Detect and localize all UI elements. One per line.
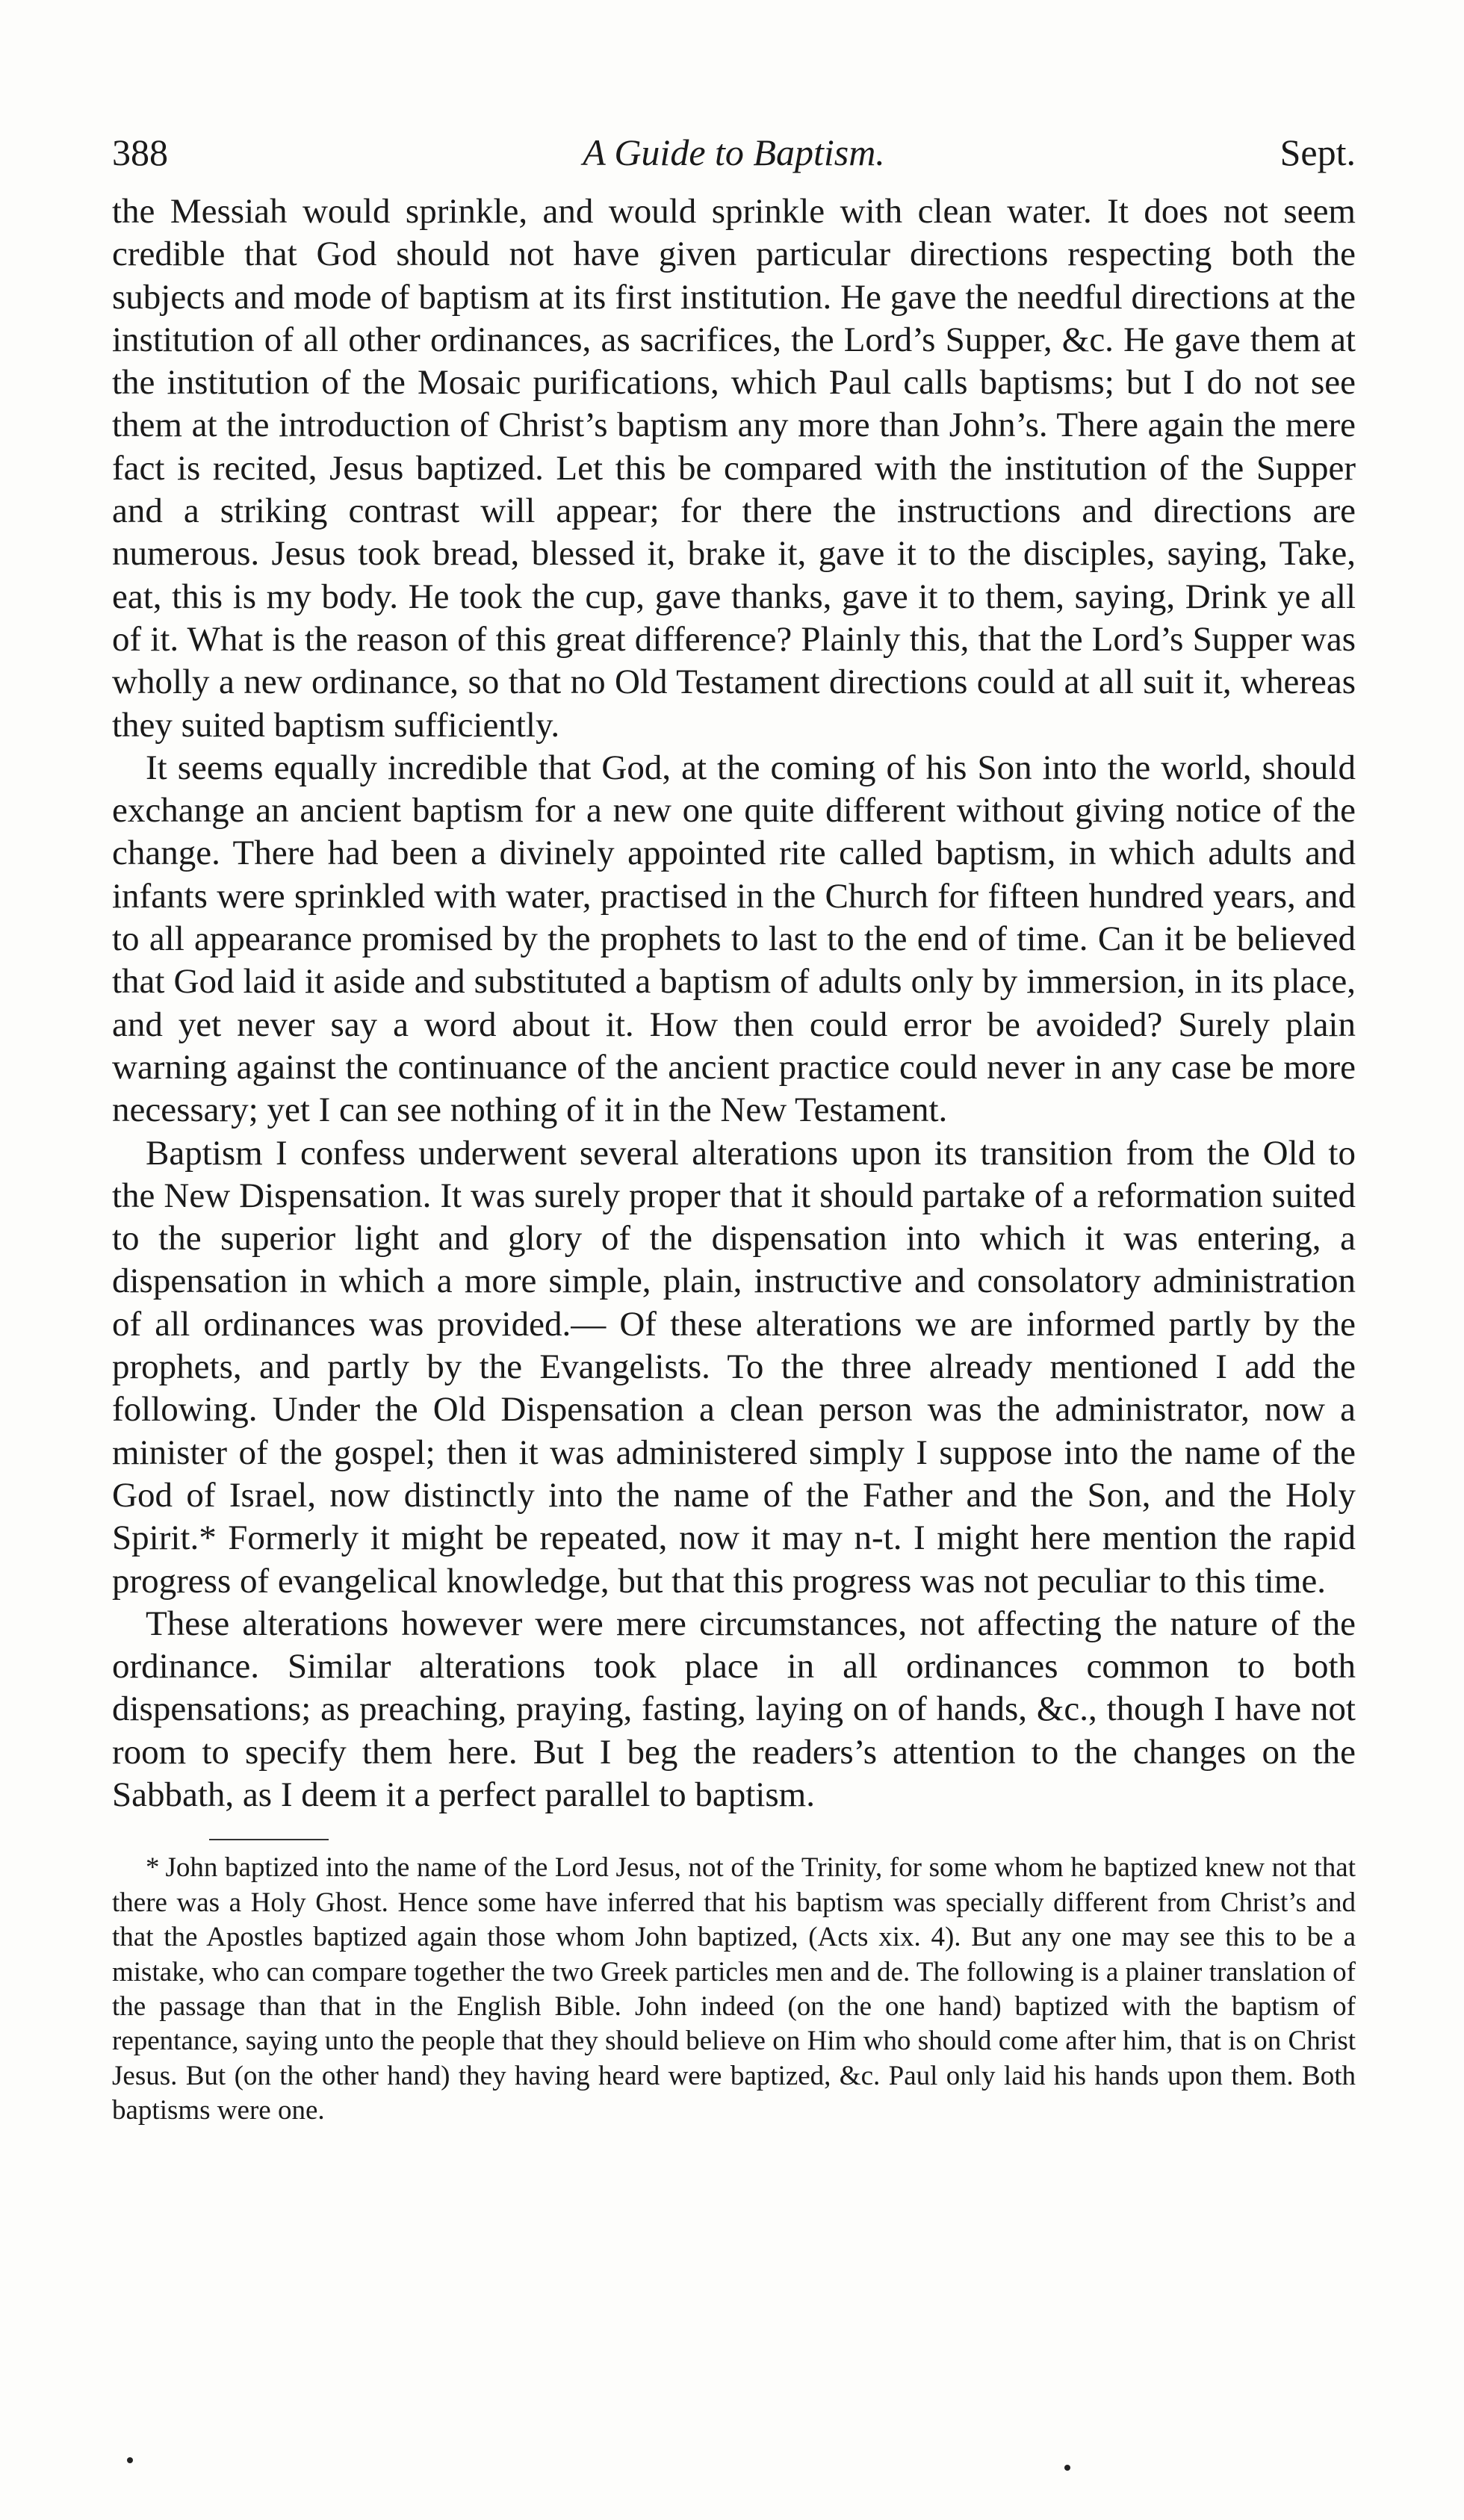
page xyxy=(112,131,1356,2129)
paragraph-3: Baptism I confess underwent several alterations upon its transition from the Old to the New Dispensation. It was surely proper that it should partake of a reformation suited to the superior light and glory of the dispensation into which it was entering, a dispensation in which a more simple, plain, instructive and consolatory administration of all ordinances was provided.— Of these alterations we are informed partly by the prophets, and partly by the Evangelists. To the three already mentioned I add the following. Under the Old Dispensation a clean person was the administrator, now a minister of the gospel; then it was administered simply I suppose into the name of the God of Israel, now distinctly into the name of the Father and the Son, and the Holy Spirit.* Formerly it might be repeated, now it may n-t. I might here mention the rapid progress of evangelical knowledge, but that this progress was not peculiar to this time. xyxy=(112,1133,1356,1601)
paragraph-1: the Messiah would sprinkle, and would sprinkle with clean water. It does not seem credible that God should not have given particular directions respecting both the subjects and mode of baptism at its first institution. He gave the needful directions at the institution of all other ordinances, as sacrifices, the Lord’s Supper, &c. He gave them at the institution of the Mosaic purifications, which Paul calls baptisms; but I do not see them at the introduction of Christ’s baptism any more than John’s. There again the mere fact is recited, Jesus baptized. Let this be compared with the institution of the Supper and a striking contrast will appear; for there the instructions and directions are numerous. Jesus took bread, blessed it, brake it, gave it to the disciples, saying, Take, eat, this is my body. He took the cup, gave thanks, gave it to them, saying, Drink ye all of it. What is the reason of this great difference? Plainly this, that the Lord’s Supper was wholly a new ordinance, so that no Old Testament directions could at all suit it, whereas they suited baptism sufficiently. xyxy=(112,192,1356,745)
running-head xyxy=(112,131,1356,183)
footnote xyxy=(112,1851,1356,2128)
paragraph-2: It seems equally incredible that God, at the coming of his Son into the world, should exchange an ancient baptism for a new one quite different without giving notice of the change. There had been a divinely appointed rite called baptism, in which adults and infants were sprinkled with water, practised in the Church for fifteen hundred years, and to all appearance promised by the prophets to last to the end of time. Can it be believed that God laid it aside and substituted a baptism of adults only by immersion, in its place, and yet never say a word about it. How then could error be avoided? Surely plain warning against the continuance of the ancient practice could never in any case be more necessary; yet I can see nothing of it in the New Testament. xyxy=(112,748,1356,1130)
footnote-marker: * xyxy=(146,1852,160,1884)
paragraph-4: These alterations however were mere circumstances, not affecting the nature of the ordinance. Similar alterations took place in all ordinances common to both dispensations; as preaching, praying, fasting, laying on of hands, &c., though I have not room to specify them here. But I beg the readers’s attention to the changes on the Sabbath, as I deem it a perfect parallel to baptism. xyxy=(112,1604,1356,1814)
page-number: 388 xyxy=(112,131,168,173)
print-dot-mark xyxy=(127,2457,133,2463)
footnote-rule xyxy=(209,1839,329,1840)
running-title: A Guide to Baptism. xyxy=(583,131,885,173)
running-month: Sept. xyxy=(1280,131,1356,173)
print-dot-mark xyxy=(1064,2465,1070,2471)
footnote-text: John baptized into the name of the Lord Jesus, not of the Trinity, for some whom he baptized knew not that there was a Holy Ghost. Hence some have inferred that his baptism was specially different from Christ’s and that the Apostles baptized again those whom John baptized, (Acts xix. 4). But any one may see this to be a mistake, who can compare together the two Greek particles men and de. The following is a plainer translation of the passage than that in the English Bible. John indeed (on the one hand) baptized with the baptism of repentance, saying unto the people that they should believe on Him who should come after him, that is on Christ Jesus. But (on the other hand) they having heard were baptized, &c. Paul only laid his hands upon them. Both baptisms were one. xyxy=(112,1852,1356,2126)
body-text xyxy=(112,190,1356,1816)
